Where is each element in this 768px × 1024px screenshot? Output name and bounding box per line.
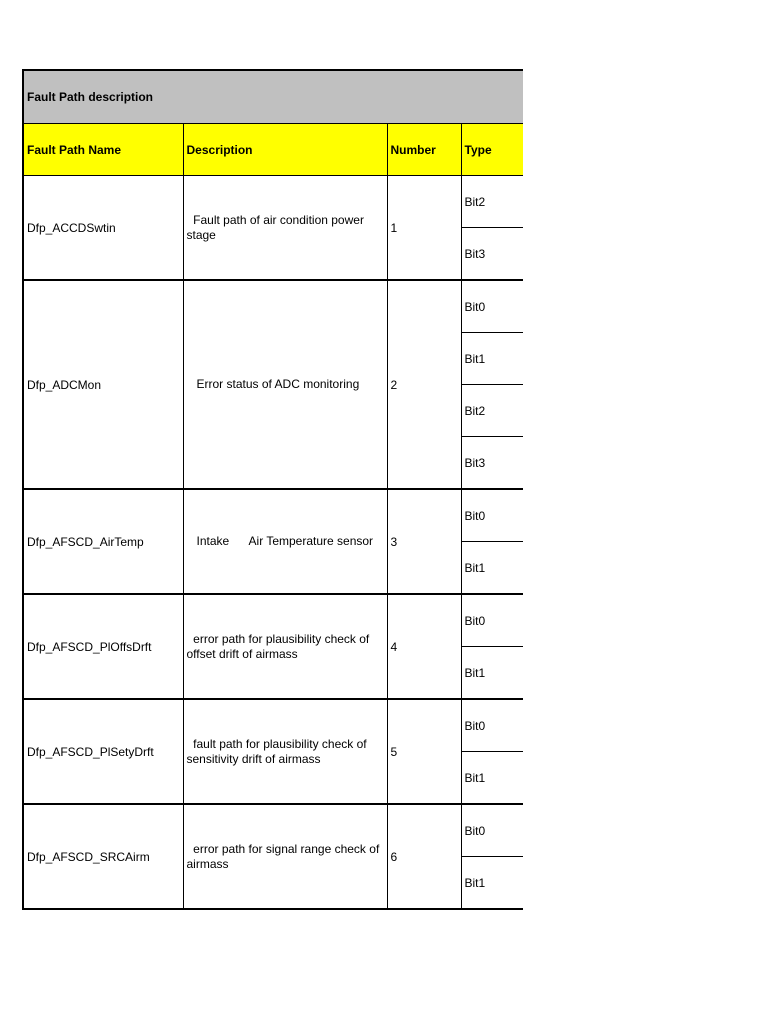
type-cell: Bit1	[461, 752, 523, 805]
number-cell: 1	[387, 176, 461, 281]
type-cell: Bit1	[461, 542, 523, 595]
header-fault-path-name: Fault Path Name	[23, 124, 183, 176]
type-cell: Bit0	[461, 280, 523, 333]
type-cell: Bit3	[461, 437, 523, 490]
description-text: error path for plausibility check of offset drift of airmass	[186, 631, 373, 661]
type-cell: Bit0	[461, 804, 523, 857]
description-text: error path for signal range check of airmass	[186, 841, 383, 871]
header-description: Description	[183, 124, 387, 176]
description-text: Intake Air Temperature sensor	[186, 534, 374, 548]
fault-path-name-cell: Dfp_AFSCD_AirTemp	[23, 489, 183, 594]
table-row	[23, 176, 523, 228]
type-cell: Bit2	[461, 176, 523, 228]
type-cell: Bit0	[461, 699, 523, 752]
type-cell: Bit1	[461, 647, 523, 700]
type-cell: Bit1	[461, 333, 523, 385]
table-row	[23, 699, 523, 752]
fault-path-name-cell: Dfp_AFSCD_SRCAirm	[23, 804, 183, 909]
fault-path-name-cell: Dfp_AFSCD_PlSetyDrft	[23, 699, 183, 804]
type-cell: Bit0	[461, 594, 523, 647]
description-cell	[183, 804, 387, 909]
fault-path-name-cell: Dfp_ACCDSwtin	[23, 176, 183, 281]
type-cell: Bit2	[461, 385, 523, 437]
number-cell: 4	[387, 594, 461, 699]
table-row	[23, 280, 523, 333]
header-type: Type	[461, 124, 523, 176]
type-cell: Bit3	[461, 228, 523, 281]
number-cell: 2	[387, 280, 461, 489]
table-title-row	[23, 70, 523, 124]
table-row	[23, 594, 523, 647]
description-cell	[183, 176, 387, 281]
type-cell: Bit1	[461, 857, 523, 910]
number-cell: 3	[387, 489, 461, 594]
description-cell	[183, 280, 387, 489]
number-cell: 6	[387, 804, 461, 909]
table-row	[23, 804, 523, 857]
fault-path-name-cell: Dfp_ADCMon	[23, 280, 183, 489]
description-text: Error status of ADC monitoring	[186, 377, 360, 391]
table-title: Fault Path description	[23, 70, 523, 124]
fault-path-name-cell: Dfp_AFSCD_PlOffsDrft	[23, 594, 183, 699]
header-number: Number	[387, 124, 461, 176]
fault-path-table	[22, 69, 523, 910]
table-header-row	[23, 124, 523, 176]
table-row	[23, 489, 523, 542]
type-cell: Bit0	[461, 489, 523, 542]
description-cell	[183, 489, 387, 594]
description-cell	[183, 594, 387, 699]
description-text: Fault path of air condition power stage	[186, 212, 368, 242]
description-text: fault path for plausibility check of sensitivity drift of airmass	[186, 736, 370, 766]
description-cell	[183, 699, 387, 804]
number-cell: 5	[387, 699, 461, 804]
